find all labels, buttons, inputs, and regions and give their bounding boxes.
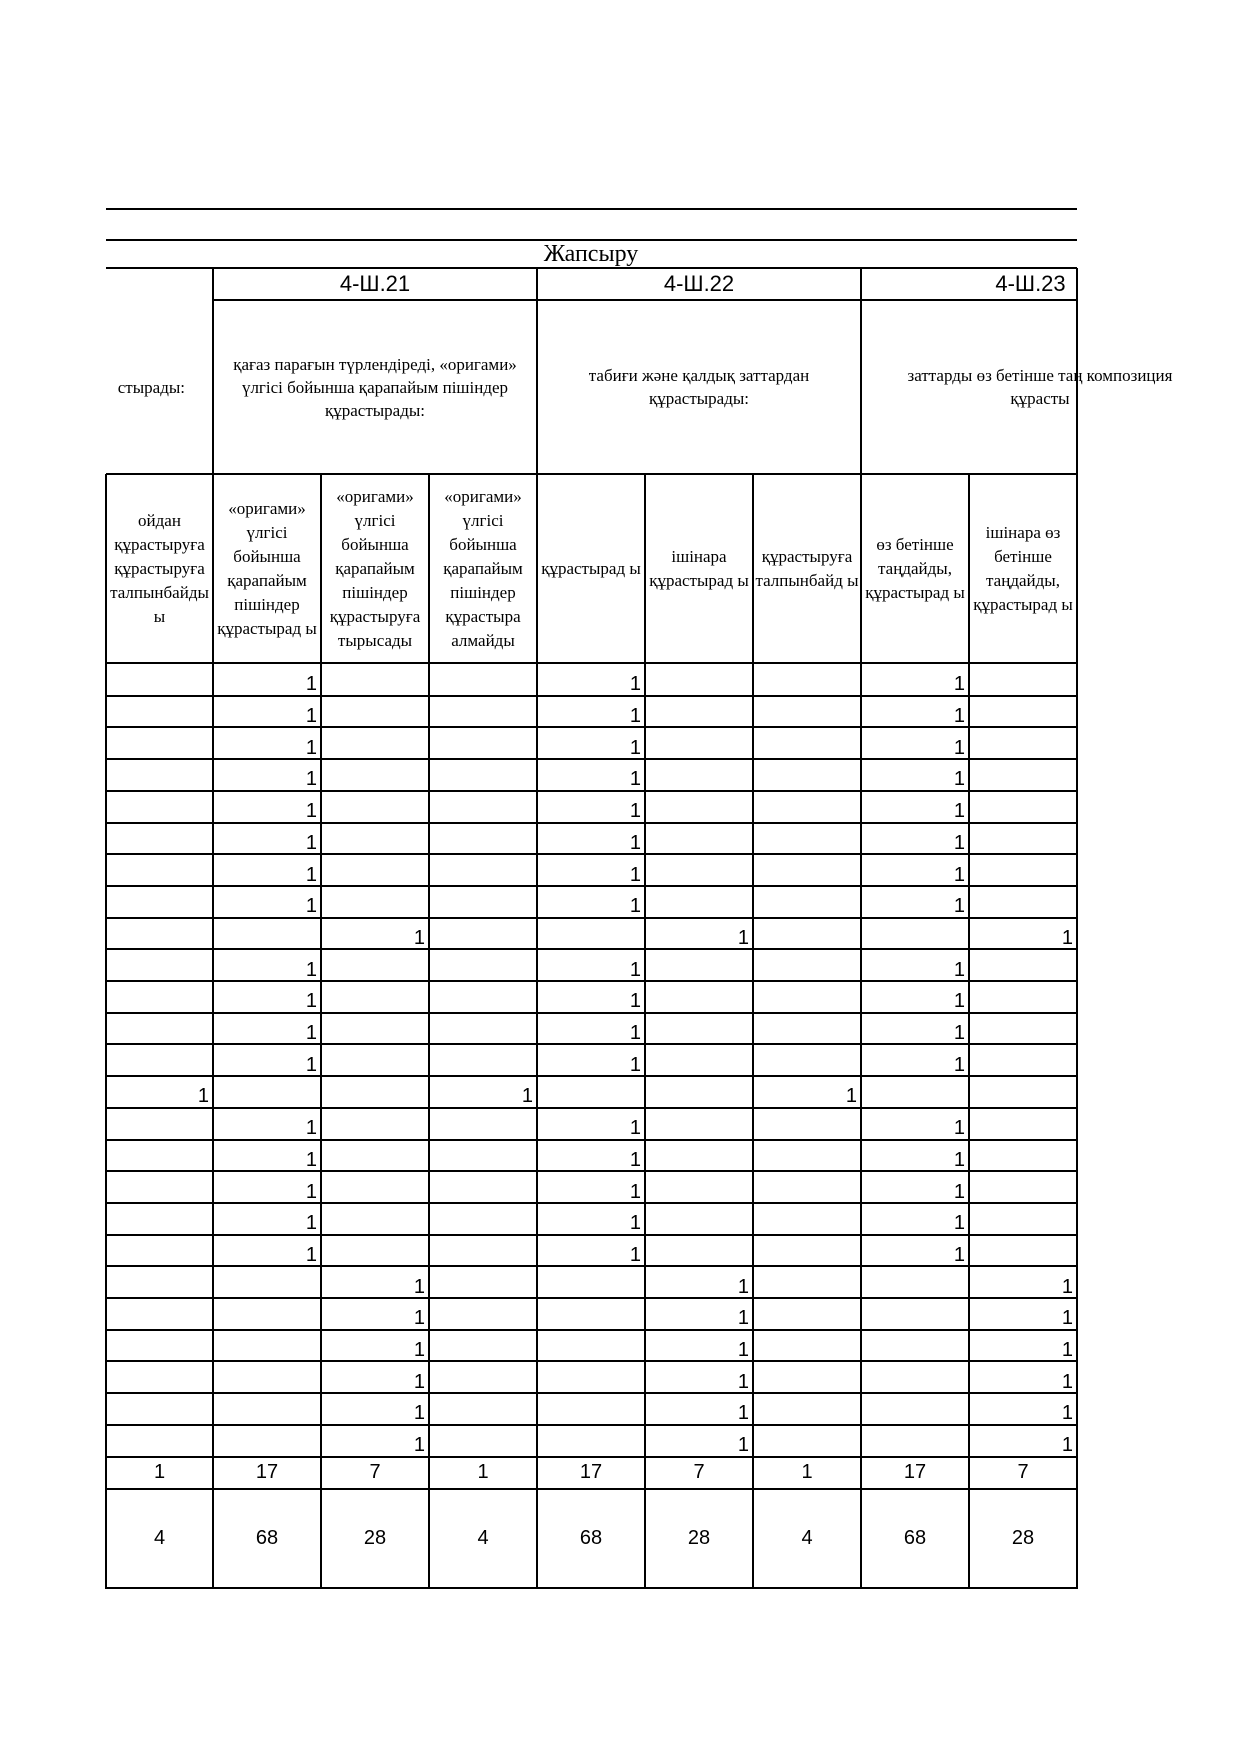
table-cell: 1 (953, 1180, 965, 1203)
table-cell (537, 1308, 645, 1330)
total-cell: 7 (693, 1461, 705, 1483)
table-cell (106, 1403, 213, 1425)
level-column-header: ойдан құрастыруға құрастыруға талпынбайды ы (110, 510, 209, 626)
table-cell (753, 1181, 861, 1203)
table-cell (645, 1213, 753, 1235)
table-cell (106, 991, 213, 1013)
table-cell: 1 (305, 1243, 317, 1266)
table-cell (645, 991, 753, 1013)
table-cell: 1 (305, 1212, 317, 1235)
table-cell (106, 737, 213, 759)
table-cell (321, 1118, 429, 1140)
table-cell (429, 706, 537, 728)
table-cell (106, 1150, 213, 1172)
table-cell (429, 959, 537, 981)
level-column-header: құрастырад ы (541, 558, 641, 578)
table-cell (106, 1181, 213, 1203)
table-cell: 1 (305, 863, 317, 886)
table-cell (969, 1150, 1077, 1172)
table-cell: 1 (1061, 1402, 1073, 1425)
table-cell (861, 1276, 969, 1298)
table-cell (753, 1371, 861, 1393)
table-cell: 1 (629, 768, 641, 791)
table-cell: 1 (305, 958, 317, 981)
table-cell (429, 674, 537, 696)
table-cell (969, 1054, 1077, 1076)
table-cell (537, 1276, 645, 1298)
table-cell: 1 (1061, 1307, 1073, 1330)
table-cell (429, 1150, 537, 1172)
table-cell: 1 (413, 926, 425, 949)
table-cell (861, 1435, 969, 1457)
table-cell (645, 1150, 753, 1172)
table-cell: 1 (629, 1180, 641, 1203)
total-cell: 1 (801, 1461, 813, 1483)
table-cell (321, 1181, 429, 1203)
table-cell (429, 1403, 537, 1425)
table-cell: 1 (1061, 1434, 1073, 1457)
table-cell: 1 (737, 1434, 749, 1457)
table-cell (106, 769, 213, 791)
level-column-header: өз бетінше таңдайды, құрастырад ы (865, 534, 965, 602)
table-cell: 1 (629, 958, 641, 981)
table-cell (213, 928, 321, 950)
table-cell: 1 (305, 1117, 317, 1140)
table-cell (645, 706, 753, 728)
table-cell (429, 1023, 537, 1045)
table-cell (753, 674, 861, 696)
table-cell: 1 (1061, 1275, 1073, 1298)
table-cell (321, 991, 429, 1013)
table-cell: 1 (305, 1053, 317, 1076)
table-cell: 1 (953, 768, 965, 791)
skill-description-1: қағаз парағын түрлендіреді, «оригами» үлгісі бойынша қарапайым пішіндер құрастырады: (233, 354, 517, 420)
table-cell: 1 (629, 1053, 641, 1076)
table-cell: 1 (629, 673, 641, 696)
table-cell: 1 (629, 705, 641, 728)
table-cell: 1 (305, 800, 317, 823)
table-cell: 1 (737, 1339, 749, 1362)
table-cell (321, 706, 429, 728)
table-cell (537, 1435, 645, 1457)
table-cell (106, 1023, 213, 1045)
table-cell (106, 1245, 213, 1267)
table-cell: 1 (737, 1402, 749, 1425)
table-cell (321, 1245, 429, 1267)
table-cell (213, 1086, 321, 1108)
total-cell: 17 (579, 1461, 603, 1483)
table-cell (753, 896, 861, 918)
table-cell: 1 (737, 926, 749, 949)
total-cell: 17 (255, 1461, 279, 1483)
table-cell (321, 896, 429, 918)
table-cell: 1 (953, 1117, 965, 1140)
table-cell (861, 1403, 969, 1425)
table-cell: 1 (305, 673, 317, 696)
percent-cell: 68 (255, 1527, 279, 1550)
table-cell (106, 864, 213, 886)
table-cell (213, 1403, 321, 1425)
table-cell: 1 (305, 990, 317, 1013)
total-cell: 7 (369, 1461, 381, 1483)
table-cell (645, 801, 753, 823)
table-cell (321, 833, 429, 855)
table-cell (753, 801, 861, 823)
table-cell (969, 1245, 1077, 1267)
table-cell (106, 1435, 213, 1457)
table-cell (429, 1308, 537, 1330)
table-cell: 1 (305, 831, 317, 854)
table-cell: 1 (953, 958, 965, 981)
table-cell: 1 (953, 673, 965, 696)
table-cell: 1 (845, 1085, 857, 1108)
level-column-header: «оригами» үлгісі бойынша қарапайым пішіндер құрастырад ы (217, 498, 317, 638)
table-cell (645, 896, 753, 918)
table-cell (429, 1371, 537, 1393)
table-cell: 1 (413, 1339, 425, 1362)
table-cell (753, 1340, 861, 1362)
level-column-header: ішінара өз бетінше таңдайды, құрастырад ы (973, 522, 1073, 614)
table-cell (645, 1245, 753, 1267)
table-cell: 1 (953, 895, 965, 918)
percent-cell: 68 (903, 1527, 927, 1550)
table-cell (645, 674, 753, 696)
table-cell: 1 (197, 1085, 209, 1108)
table-cell (106, 959, 213, 981)
table-cell (861, 1371, 969, 1393)
level-column-header: «оригами» үлгісі бойынша қарапайым пішіндер құрастыруға тырысады (329, 486, 421, 650)
table-cell: 1 (953, 1053, 965, 1076)
section-title: Жапсыру (543, 240, 639, 267)
table-cell: 1 (953, 1243, 965, 1266)
table-cell (106, 1276, 213, 1298)
level-column-header: ішінара құрастырад ы (649, 546, 749, 590)
table-cell: 1 (1061, 926, 1073, 949)
table-cell: 1 (413, 1307, 425, 1330)
percent-cell: 28 (1011, 1527, 1035, 1550)
table-cell (429, 1245, 537, 1267)
percent-cell: 4 (153, 1527, 166, 1550)
table-cell (969, 706, 1077, 728)
level-column-header: «оригами» үлгісі бойынша қарапайым пішіндер құрастыра алмайды (443, 486, 523, 650)
table-cell: 1 (521, 1085, 533, 1108)
table-cell (429, 1118, 537, 1140)
percent-cell: 68 (579, 1527, 603, 1550)
table-cell (429, 801, 537, 823)
assessment-table (106, 207, 1173, 1587)
table-cell: 1 (305, 895, 317, 918)
table-cell (429, 833, 537, 855)
table-cell (429, 1276, 537, 1298)
table-cell (321, 737, 429, 759)
table-cell (321, 1086, 429, 1108)
table-cell: 1 (953, 1022, 965, 1045)
table-cell: 1 (305, 1148, 317, 1171)
table-cell (106, 1213, 213, 1235)
percent-cell: 4 (801, 1527, 813, 1550)
table-cell (645, 1118, 753, 1140)
total-cell: 1 (153, 1461, 166, 1483)
table-cell: 1 (629, 800, 641, 823)
table-cell (321, 864, 429, 886)
table-cell (753, 1245, 861, 1267)
table-cell (645, 1023, 753, 1045)
table-cell (969, 991, 1077, 1013)
table-cell (213, 1435, 321, 1457)
skill-description-2: табиғи және қалдық заттардан құрастырады: (588, 366, 810, 408)
grid-line-horizontal (106, 208, 1077, 210)
table-cell (753, 991, 861, 1013)
table-cell: 1 (629, 831, 641, 854)
table-cell (645, 833, 753, 855)
table-cell (969, 896, 1077, 918)
table-cell (429, 1213, 537, 1235)
table-cell (321, 674, 429, 696)
table-cell: 1 (737, 1370, 749, 1393)
table-cell (429, 1340, 537, 1362)
table-cell (645, 1054, 753, 1076)
table-cell (969, 1213, 1077, 1235)
percent-cell: 28 (687, 1527, 711, 1550)
table-cell (321, 959, 429, 981)
skill-code-22: 4-Ш.22 (663, 271, 735, 296)
table-cell (753, 1054, 861, 1076)
table-cell (861, 1086, 969, 1108)
percent-cell: 28 (363, 1527, 387, 1550)
table-cell: 1 (305, 705, 317, 728)
table-cell (969, 801, 1077, 823)
table-cell (753, 1403, 861, 1425)
table-cell: 1 (629, 736, 641, 759)
table-cell (645, 1181, 753, 1203)
table-cell (106, 928, 213, 950)
table-cell (753, 1150, 861, 1172)
table-cell: 1 (305, 1022, 317, 1045)
table-cell: 1 (629, 1212, 641, 1235)
table-cell (969, 833, 1077, 855)
table-cell (429, 928, 537, 950)
table-cell (753, 959, 861, 981)
table-cell (213, 1371, 321, 1393)
total-cell: 17 (903, 1461, 927, 1483)
table-cell (429, 1054, 537, 1076)
table-cell (969, 1181, 1077, 1203)
table-cell (106, 706, 213, 728)
table-cell: 1 (629, 1148, 641, 1171)
table-cell: 1 (953, 705, 965, 728)
table-cell: 1 (629, 1117, 641, 1140)
table-cell: 1 (1061, 1370, 1073, 1393)
table-cell (753, 1213, 861, 1235)
table-cell: 1 (953, 1148, 965, 1171)
table-cell (429, 737, 537, 759)
table-cell: 1 (953, 1212, 965, 1235)
table-cell (645, 864, 753, 886)
table-cell (213, 1276, 321, 1298)
table-cell: 1 (413, 1402, 425, 1425)
table-cell (321, 1054, 429, 1076)
table-cell (537, 1403, 645, 1425)
table-cell: 1 (629, 990, 641, 1013)
table-cell (753, 1435, 861, 1457)
table-cell (969, 959, 1077, 981)
table-cell (321, 1213, 429, 1235)
table-cell (213, 1308, 321, 1330)
skill-code-21: 4-Ш.21 (339, 271, 411, 296)
table-cell (106, 674, 213, 696)
table-cell (753, 1308, 861, 1330)
table-cell: 1 (953, 863, 965, 886)
table-cell (861, 928, 969, 950)
table-cell: 1 (1061, 1339, 1073, 1362)
table-cell: 1 (953, 736, 965, 759)
table-cell (429, 769, 537, 791)
table-cell (429, 1435, 537, 1457)
table-cell (969, 1118, 1077, 1140)
table-cell (753, 833, 861, 855)
table-cell: 1 (953, 800, 965, 823)
table-cell (429, 991, 537, 1013)
table-cell (429, 896, 537, 918)
table-cell (106, 896, 213, 918)
percent-cell: 4 (477, 1527, 489, 1550)
table-cell (106, 1118, 213, 1140)
level-column-header: құрастыруға талпынбайд ы (755, 546, 859, 590)
table-cell (537, 1086, 645, 1108)
table-cell (753, 1276, 861, 1298)
table-cell (106, 1308, 213, 1330)
table-cell (106, 801, 213, 823)
table-cell: 1 (953, 990, 965, 1013)
table-cell (753, 928, 861, 950)
table-cell (969, 737, 1077, 759)
table-cell: 1 (413, 1434, 425, 1457)
table-cell (321, 1023, 429, 1045)
table-cell (213, 1340, 321, 1362)
table-cell (429, 1181, 537, 1203)
table-cell (537, 1371, 645, 1393)
table-cell (969, 769, 1077, 791)
table-cell (321, 1150, 429, 1172)
skill-code-23: 4-Ш.23 (995, 271, 1066, 296)
table-cell: 1 (305, 1180, 317, 1203)
table-cell (645, 1086, 753, 1108)
table-cell: 1 (413, 1275, 425, 1298)
table-cell: 1 (305, 736, 317, 759)
table-cell: 1 (737, 1307, 749, 1330)
table-cell (753, 1118, 861, 1140)
table-cell (106, 833, 213, 855)
table-cell (969, 1023, 1077, 1045)
table-cell: 1 (629, 1243, 641, 1266)
table-cell: 1 (953, 831, 965, 854)
table-cell: 1 (413, 1370, 425, 1393)
table-cell (537, 1340, 645, 1362)
table-cell: 1 (629, 895, 641, 918)
total-cell: 7 (1017, 1461, 1029, 1483)
skill-description-0: стырады: (117, 377, 185, 397)
table-cell (645, 959, 753, 981)
table-cell (861, 1340, 969, 1362)
table-cell (321, 801, 429, 823)
table-cell (753, 737, 861, 759)
table-cell (753, 1023, 861, 1045)
table-cell (645, 769, 753, 791)
table-cell (537, 928, 645, 950)
table-cell: 1 (629, 1022, 641, 1045)
table-cell (753, 864, 861, 886)
table-cell (106, 1340, 213, 1362)
table-cell (753, 706, 861, 728)
table-cell (753, 769, 861, 791)
skill-description-3: заттарды өз бетінше таң композиция құрасты (907, 366, 1173, 408)
table-cell (861, 1308, 969, 1330)
total-cell: 1 (477, 1461, 489, 1483)
table-cell (969, 1086, 1077, 1108)
table-cell (106, 1371, 213, 1393)
table-cell (969, 674, 1077, 696)
table-cell: 1 (737, 1275, 749, 1298)
table-cell (645, 737, 753, 759)
table-cell (321, 769, 429, 791)
table-cell (106, 1054, 213, 1076)
table-cell: 1 (305, 768, 317, 791)
table-cell (429, 864, 537, 886)
table-cell: 1 (629, 863, 641, 886)
table-cell (969, 864, 1077, 886)
